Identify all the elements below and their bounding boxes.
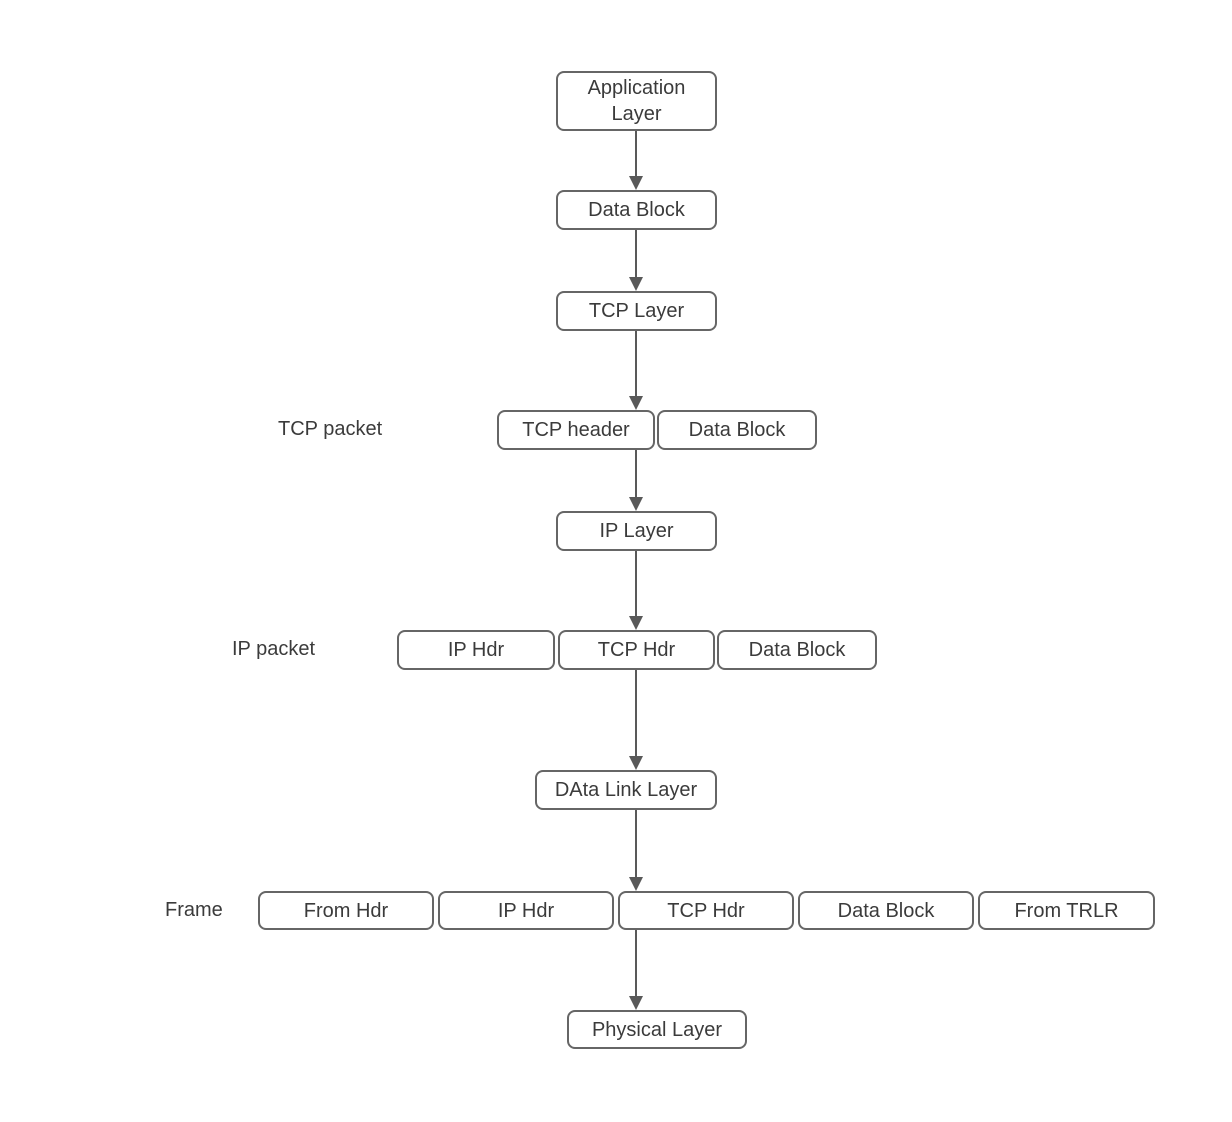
node-data-block-2: Data Block bbox=[657, 410, 817, 450]
arrow-shaft bbox=[635, 450, 637, 499]
arrowhead-down-icon bbox=[629, 277, 643, 291]
node-from-trlr: From TRLR bbox=[978, 891, 1155, 930]
arrow-shaft bbox=[635, 670, 637, 758]
node-ip-layer: IP Layer bbox=[556, 511, 717, 551]
label-frame: Frame bbox=[165, 899, 223, 921]
arrow-shaft bbox=[635, 131, 637, 178]
arrow-iplayer-to-ippacket bbox=[629, 551, 643, 630]
arrow-tcppacket-to-iplayer bbox=[629, 450, 643, 511]
node-tcp-hdr-2: TCP Hdr bbox=[618, 891, 794, 930]
node-tcp-header: TCP header bbox=[497, 410, 655, 450]
arrow-shaft bbox=[635, 551, 637, 618]
arrowhead-down-icon bbox=[629, 396, 643, 410]
node-ip-hdr-1: IP Hdr bbox=[397, 630, 555, 670]
node-ip-hdr-2: IP Hdr bbox=[438, 891, 614, 930]
arrowhead-down-icon bbox=[629, 877, 643, 891]
arrow-shaft bbox=[635, 810, 637, 879]
arrow-shaft bbox=[635, 331, 637, 398]
arrow-tcplayer-to-tcppacket bbox=[629, 331, 643, 410]
label-tcp-packet: TCP packet bbox=[278, 418, 383, 440]
arrow-ippacket-to-datalink bbox=[629, 670, 643, 770]
node-data-block-3: Data Block bbox=[717, 630, 877, 670]
arrowhead-down-icon bbox=[629, 996, 643, 1010]
arrow-frame-to-physical bbox=[629, 930, 643, 1010]
arrowhead-down-icon bbox=[629, 616, 643, 630]
node-physical-layer: Physical Layer bbox=[567, 1010, 747, 1049]
arrowhead-down-icon bbox=[629, 497, 643, 511]
arrow-application-to-datablock bbox=[629, 131, 643, 190]
node-data-block-1: Data Block bbox=[556, 190, 717, 230]
arrowhead-down-icon bbox=[629, 176, 643, 190]
node-application-layer: Application Layer bbox=[556, 71, 717, 131]
node-tcp-hdr-1: TCP Hdr bbox=[558, 630, 715, 670]
arrow-datablock-to-tcplayer bbox=[629, 230, 643, 291]
arrow-shaft bbox=[635, 930, 637, 998]
node-data-link-layer: DAta Link Layer bbox=[535, 770, 717, 810]
node-tcp-layer: TCP Layer bbox=[556, 291, 717, 331]
label-ip-packet: IP packet bbox=[232, 638, 316, 660]
arrow-datalink-to-frame bbox=[629, 810, 643, 891]
node-data-block-4: Data Block bbox=[798, 891, 974, 930]
arrowhead-down-icon bbox=[629, 756, 643, 770]
node-from-hdr: From Hdr bbox=[258, 891, 434, 930]
arrow-shaft bbox=[635, 230, 637, 279]
